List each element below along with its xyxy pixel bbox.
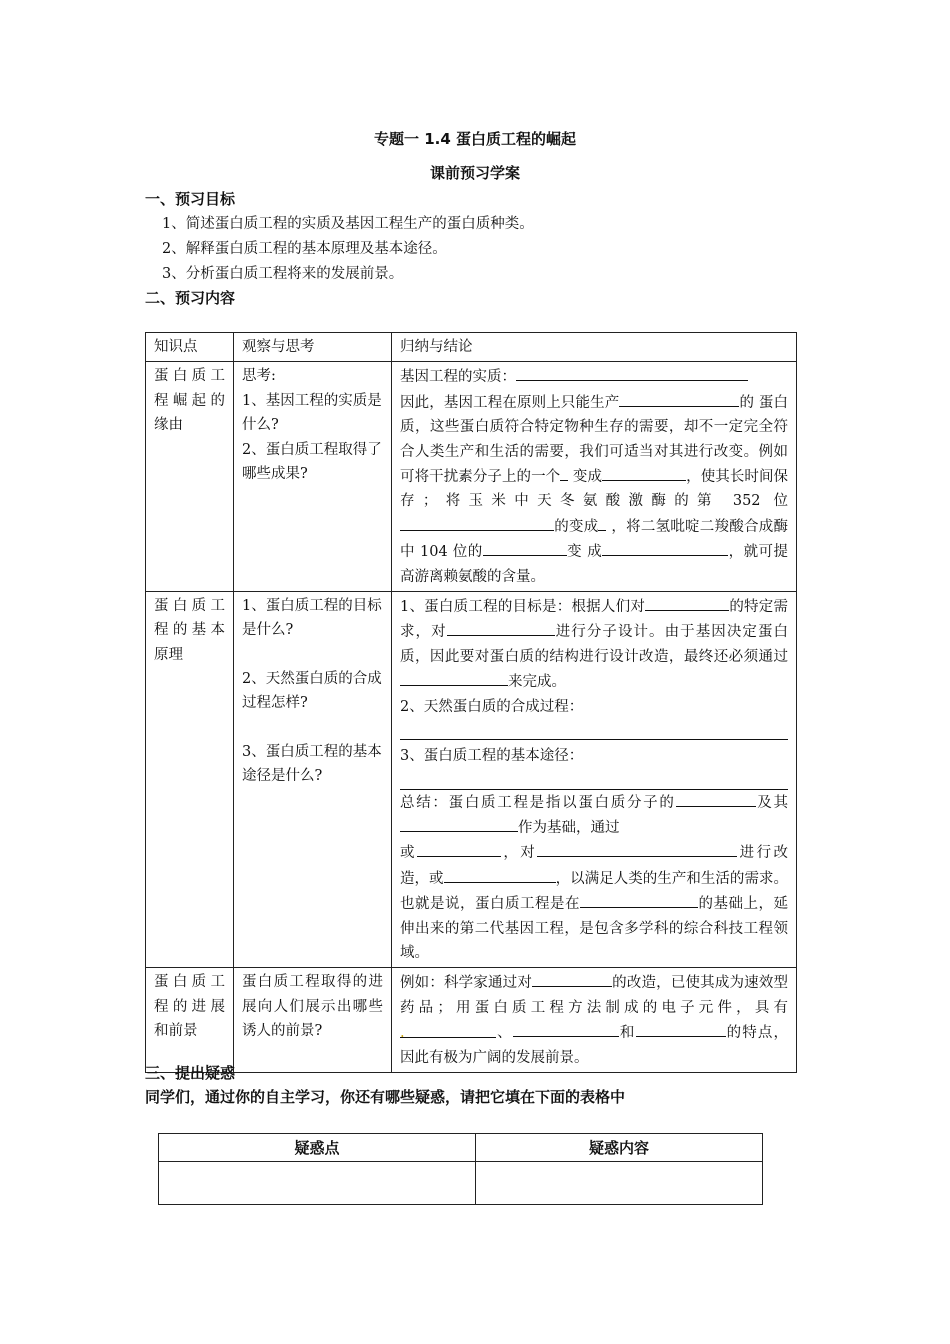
text: 变成 xyxy=(572,469,603,486)
page-title: 专题一 1.4 蛋白质工程的崛起 xyxy=(373,130,577,148)
doubt-instructions: 同学们，通过你的自主学习，你还有哪些疑惑，请把它填在下面的表格中 xyxy=(145,1088,626,1106)
table-row-principle xyxy=(146,592,797,968)
fill-blank[interactable] xyxy=(513,1020,619,1037)
fill-blank[interactable] xyxy=(400,1021,496,1042)
text: ，以满足人类的生产和生活的需求。也就是说，蛋白质工程是在 xyxy=(400,870,789,913)
section-heading-goals: 一、预习目标 xyxy=(145,190,236,208)
doubt-table xyxy=(158,1133,763,1205)
table-row-origin xyxy=(146,362,797,592)
think-cell xyxy=(234,592,392,968)
think-line: 2、蛋白质工程取得了哪些成果? xyxy=(242,441,382,483)
think-line: 3、蛋白质工程的基本途径是什么? xyxy=(242,743,382,785)
goal-item-3: 3、分析蛋白质工程将来的发展前景。 xyxy=(162,266,404,282)
fill-blank[interactable] xyxy=(598,514,606,531)
fill-blank[interactable] xyxy=(636,1020,726,1037)
fill-blank[interactable] xyxy=(537,840,737,857)
text: 或 xyxy=(400,845,417,862)
text: 总结：蛋白质工程是指以蛋白质分子的 xyxy=(400,794,676,811)
goal-item-2: 2、解释蛋白质工程的基本原理及基本途径。 xyxy=(162,241,447,257)
doubt-input-row xyxy=(159,1162,763,1205)
text: 变 xyxy=(566,544,583,561)
header-topic: 知识点 xyxy=(146,333,234,362)
study-table xyxy=(145,332,797,1073)
doubt-point-cell[interactable] xyxy=(159,1162,476,1205)
fill-blank[interactable] xyxy=(560,464,568,481)
conclusion-cell xyxy=(392,968,797,1073)
think-line: 思考: xyxy=(242,368,276,385)
fill-blank[interactable] xyxy=(400,815,518,832)
fill-blank[interactable] xyxy=(580,891,698,908)
text: 3、蛋白质工程的基本途径： xyxy=(400,748,584,765)
fill-line[interactable] xyxy=(400,769,788,790)
text: 的特点，因此有极为广阔的发展前景。 xyxy=(400,1025,788,1066)
text: 的改造，已使其成为速效型药品；用蛋白质工程方法制成的电子元件，具有 xyxy=(400,975,788,1016)
section-heading-doubts: 三、提出疑惑 xyxy=(145,1064,236,1082)
header-conclude: 归纳与结论 xyxy=(392,333,797,362)
text: 和 xyxy=(618,1025,636,1042)
think-line: 1、蛋白质工程的目标是什么? xyxy=(242,598,382,639)
text: 进行分子设计。由于基因决定蛋白质，因此要对蛋白质的结构进行设计改造，最终还必须通过 xyxy=(400,624,789,665)
text: 来完成。 xyxy=(508,674,566,691)
text: 的特定需求，对 xyxy=(400,599,789,641)
text: 的基础上，延伸出来的第二代基因工程，是包含多学科的综合科技工程领域。 xyxy=(400,896,788,961)
table-header-row xyxy=(146,333,797,362)
text: 蛋白质，这些蛋白质符合特定物种生存的需要，却不一定完全符合人类生产和生活的需要，我们可适当对其进行改变。例如可将干扰素分子上的一个 xyxy=(400,394,789,486)
doubt-content-header: 疑惑内容 xyxy=(476,1134,763,1162)
topic-cell: 蛋白质工程的基本原理 xyxy=(146,592,234,968)
text: 基因工程的实质： xyxy=(400,369,516,386)
fill-blank[interactable] xyxy=(483,539,567,556)
text: 、 xyxy=(496,1025,513,1042)
fill-blank[interactable] xyxy=(417,840,501,857)
text: 2、天然蛋白质的合成过程： xyxy=(400,698,584,715)
think-cell xyxy=(234,362,392,592)
text: ，使其长时间保存；将玉米中天冬氨酸激酶的第 352 位 xyxy=(400,469,789,510)
fill-blank[interactable] xyxy=(400,669,508,686)
text: 例如：科学家通过对 xyxy=(400,975,532,992)
table-row-prospect xyxy=(146,968,797,1073)
page-subtitle: 课前预习学案 xyxy=(429,164,520,182)
mark-dot: . xyxy=(400,1025,405,1042)
text: 的 xyxy=(739,394,755,411)
fill-blank[interactable] xyxy=(444,866,556,883)
fill-blank[interactable] xyxy=(400,514,554,531)
think-line: 1、基因工程的实质是什么? xyxy=(242,392,382,434)
text: 1、蛋白质工程的目标是：根据人们对 xyxy=(400,599,646,616)
doubt-content-cell[interactable] xyxy=(476,1162,763,1205)
fill-blank[interactable] xyxy=(619,390,739,407)
text: 成 xyxy=(587,544,603,561)
topic-cell: 蛋白质工程崛起的缘由 xyxy=(146,362,234,592)
fill-blank[interactable] xyxy=(645,594,729,611)
fill-blank[interactable] xyxy=(676,790,756,807)
doubt-point-header: 疑惑点 xyxy=(159,1134,476,1162)
text: 及其 xyxy=(755,794,788,811)
conclusion-cell xyxy=(392,592,797,968)
header-observe: 观察与思考 xyxy=(234,333,392,362)
topic-cell: 蛋白质工程的进展和前景 xyxy=(146,968,234,1073)
fill-blank[interactable] xyxy=(602,464,686,481)
section-heading-content: 二、预习内容 xyxy=(145,289,236,307)
fill-blank[interactable] xyxy=(516,364,748,381)
think-line: 2、天然蛋白质的合成过程怎样? xyxy=(242,670,382,712)
fill-blank[interactable] xyxy=(532,970,612,987)
text: 作为基础，通过 xyxy=(518,819,620,836)
goal-item-1: 1、简述蛋白质工程的实质及基因工程生产的蛋白质种类。 xyxy=(162,216,534,232)
conclusion-cell xyxy=(392,362,797,592)
think-cell: 蛋白质工程取得的进展向人们展示出哪些诱人的前景? xyxy=(234,968,392,1073)
text: ，对 xyxy=(500,845,538,862)
text: ，将二氢吡啶二羧酸合成酶中 104 位的 xyxy=(400,518,789,561)
fill-blank[interactable] xyxy=(447,619,555,636)
text: 进行改造，或 xyxy=(400,845,789,887)
text: 因此，基因工程在原则上只能生产 xyxy=(400,394,620,411)
fill-line[interactable] xyxy=(400,719,788,740)
text: 的变成 xyxy=(554,518,599,535)
text: ，就可提高游离赖氨酸的含量。 xyxy=(400,544,789,585)
doubt-header-row xyxy=(159,1134,763,1162)
fill-blank[interactable] xyxy=(602,539,728,556)
